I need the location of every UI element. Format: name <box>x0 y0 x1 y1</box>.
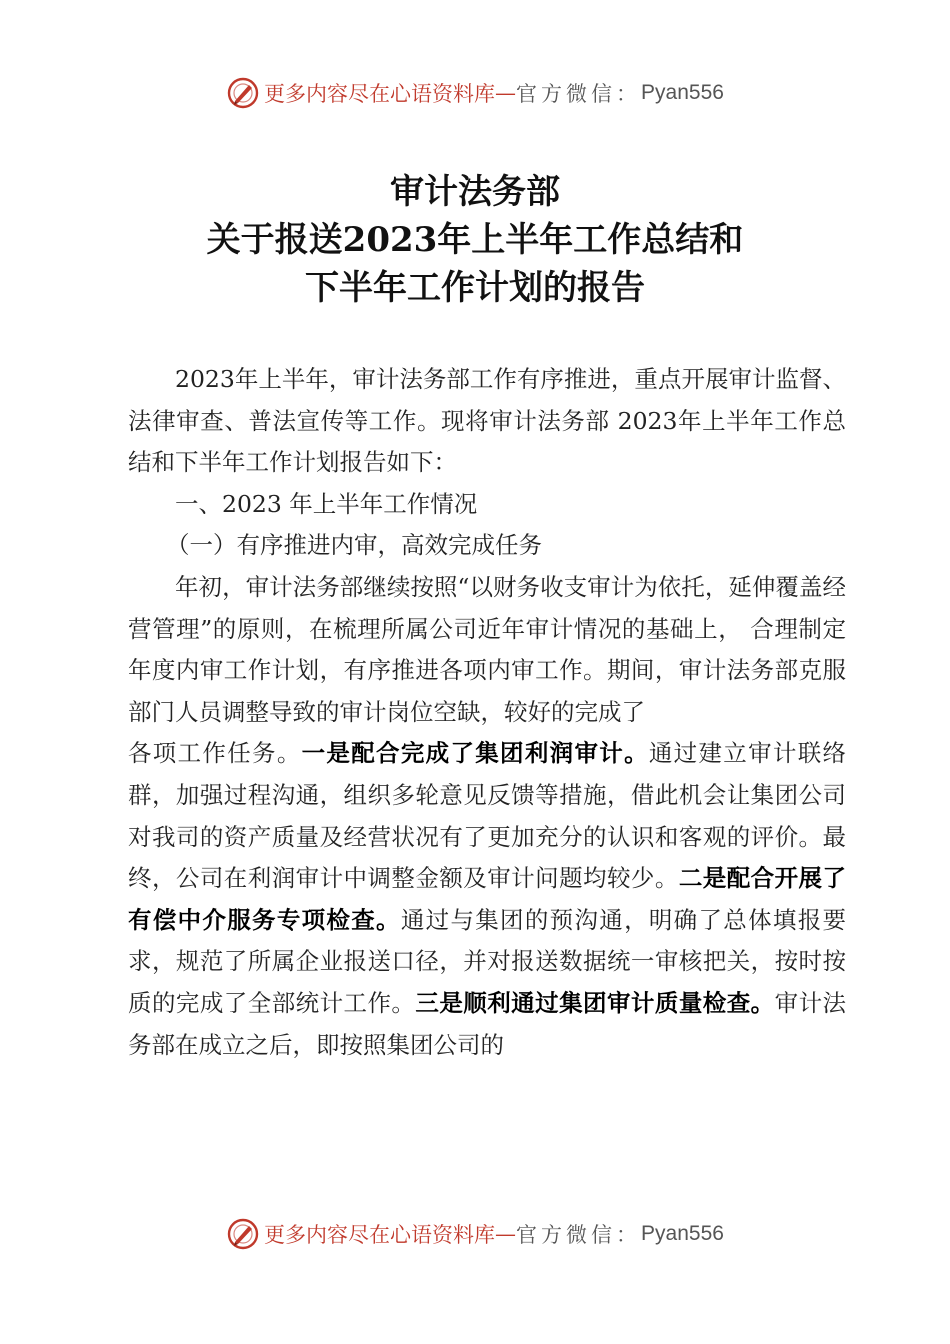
point-3-heading: 三是顺利通过集团审计质量检查。 <box>415 988 775 1017</box>
watermark-label: 官方微信： <box>516 1223 642 1247</box>
pen-seal-logo-icon <box>226 1217 260 1251</box>
footer-watermark <box>0 1214 950 1254</box>
point-1-heading: 一是配合完成了集团利润审计。 <box>301 739 649 768</box>
title-line-1: 审计法务部 <box>390 172 560 212</box>
point-2-heading: 二是配合开展了有偿中介服务专项检查。 <box>128 864 847 934</box>
watermark-separator: — <box>495 81 517 105</box>
paragraph-1: 年初，审计法务部继续按照“以财务收支审计为依托，延伸覆盖经营管理”的原则，在梳理所属公司近年审计情况的基础上， 合理制定年度内审工作计划，有序推进各项内审工作。期间，审计法务部克服部门人员调整导致的审计岗位空缺，较好的完成了 <box>128 572 846 726</box>
point-1-text: 通过建立审计联络群，加强过程沟通，组织多轮意见反馈等措施，借此机会让集团公司对我司的资产质量及经营状况有了更加充分的认识和客观的评价。最终，公司在利润审计中调整金额及审计问题均较少。 <box>128 739 847 893</box>
document-body <box>128 359 846 1066</box>
point-2-text: 通过与集团的预沟通，明确了总体填报要求，规范了所属企业报送口径，并对报送数据统一审核把关，按时按质的完成了全部统计工作。 <box>128 905 847 1017</box>
watermark-id: Pyan556 <box>641 1222 724 1245</box>
watermark-main-text: 更多内容尽在心语资料库 <box>264 82 496 106</box>
section-heading-1: 一、2023 年上半年工作情况 <box>175 489 478 518</box>
paragraph-2 <box>128 733 846 1066</box>
intro-paragraph: 2023年上半年，审计法务部工作有序推进，重点开展审计监督、法律审查、普法宣传等工作。现将审计法务部 2023年上半年工作总结和下半年工作计划报告如下： <box>128 365 846 477</box>
watermark-id: Pyan556 <box>641 81 724 104</box>
document-title <box>0 168 950 312</box>
point-3-text: 审计法务部在成立之后，即按照集团公司的 <box>128 988 847 1059</box>
watermark-label: 官方微信： <box>516 82 642 106</box>
title-line-2: 关于报送2023年上半年工作总结和 <box>206 220 744 260</box>
subsection-heading-1: （一）有序推进内审，高效完成任务 <box>166 531 542 560</box>
paragraph-2-lead: 各项工作任务。 <box>128 739 302 768</box>
pen-seal-logo-icon <box>226 76 260 110</box>
header-watermark <box>0 73 950 113</box>
watermark-separator: — <box>495 1222 517 1246</box>
title-line-3: 下半年工作计划的报告 <box>305 268 645 308</box>
watermark-main-text: 更多内容尽在心语资料库 <box>264 1223 496 1247</box>
